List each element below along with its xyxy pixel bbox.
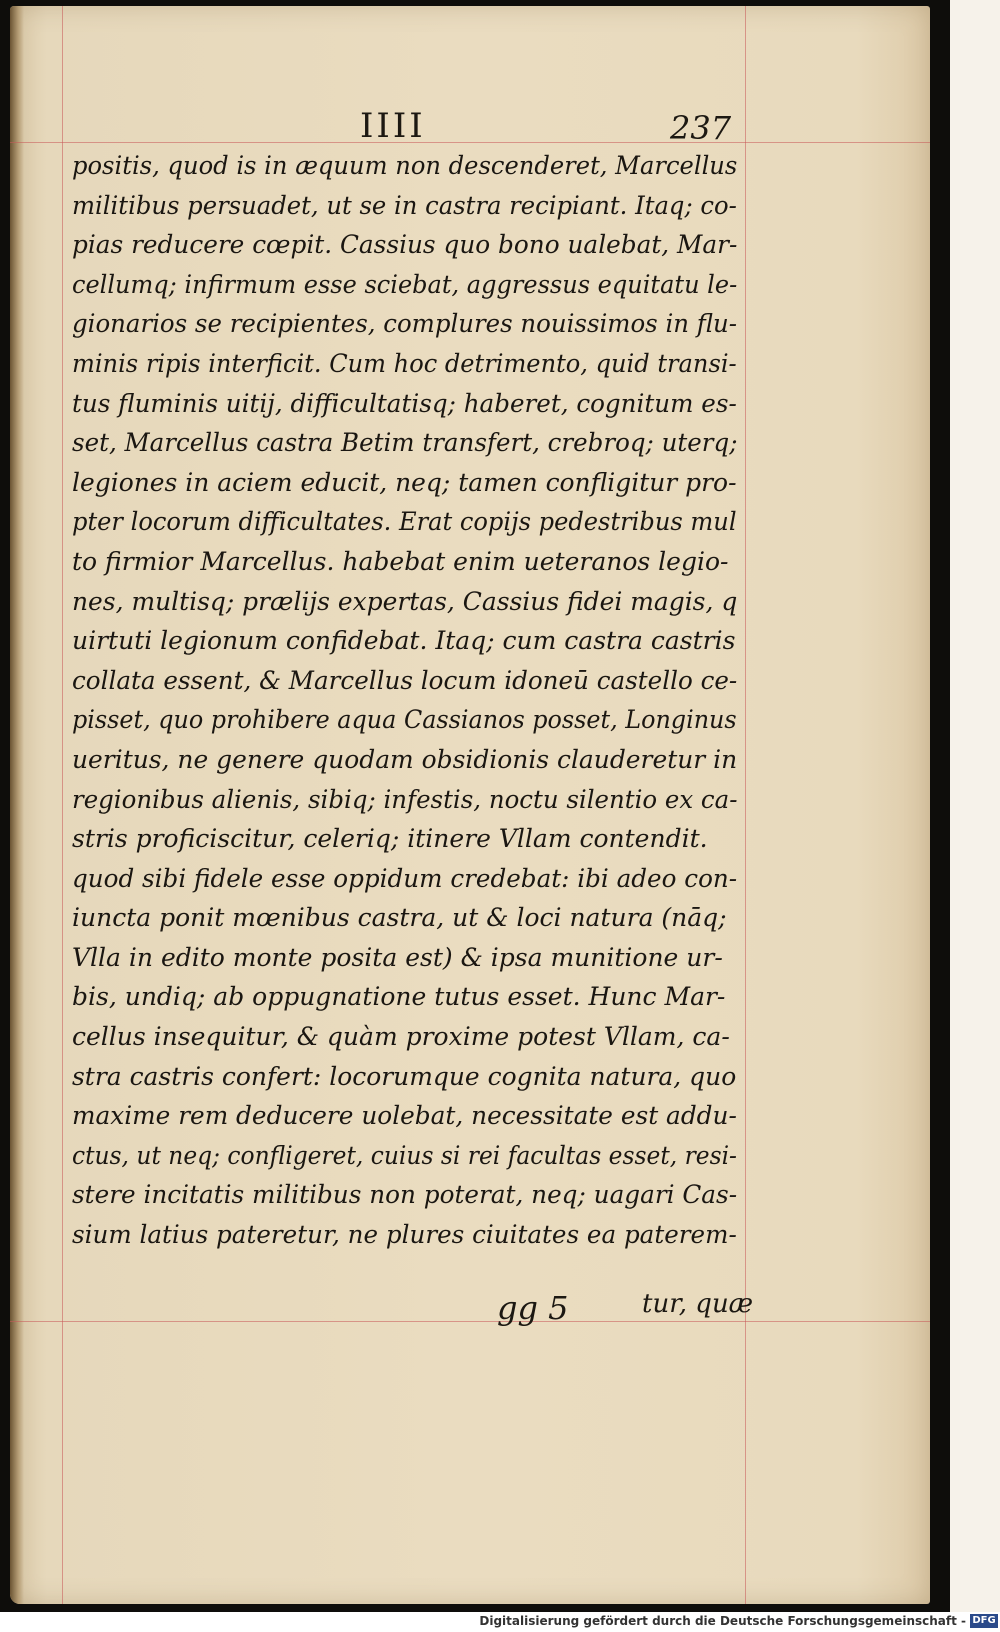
text-line: cellumq; infirmum esse sciebat, aggressus equitatu le- — [72, 269, 738, 299]
text-line: sium latius pateretur, ne plures ciuitates ea paterem- — [72, 1220, 737, 1250]
catchword: tur, quæ — [642, 1289, 754, 1319]
text-line: stra castris confert: locorumque cognita natura, quo — [72, 1061, 737, 1091]
text-line: tus fluminis uitij, difficultatisq; haberet, cognitum es- — [72, 388, 737, 418]
running-header: IIII — [360, 106, 426, 146]
dfg-logo: DFG — [970, 1614, 998, 1628]
text-line: quod sibi fidele esse oppidum credebat: ibi adeo con- — [72, 863, 738, 893]
text-line: maxime rem deducere uolebat, necessitate est addu- — [72, 1101, 737, 1131]
margin-rule-bottom — [10, 1321, 930, 1322]
text-line: stris proficiscitur, celeriq; itinere Vllam contendit. — [72, 824, 708, 854]
text-line: stere incitatis militibus non poterat, neq; uagari Cas- — [72, 1180, 738, 1210]
text-line: bis, undiq; ab oppugnatione tutus esset. Hunc Mar- — [72, 982, 726, 1012]
text-line: pias reducere cœpit. Cassius quo bono ualebat, Mar- — [72, 230, 738, 260]
text-line: ueritus, ne genere quodam obsidionis clauderetur in — [72, 744, 738, 774]
text-line: gionarios se recipientes, complures nouissimos in flu- — [72, 309, 738, 339]
text-line: cellus insequitur, & quàm proxime potest Vllam, ca- — [72, 1022, 730, 1052]
page-number: 237 — [670, 109, 732, 147]
text-line: set, Marcellus castra Betim transfert, crebroq; uterq; — [72, 428, 738, 458]
margin-rule-left — [62, 6, 63, 1604]
text-line: nes, multisq; prælijs expertas, Cassius fidei magis, q — [72, 586, 738, 616]
body-text — [72, 146, 742, 1255]
text-line: legiones in aciem educit, neq; tamen confligitur pro- — [72, 467, 737, 497]
page-gutter-edge — [10, 6, 24, 1604]
text-line: uirtuti legionum confidebat. Itaq; cum castra castris — [72, 626, 736, 656]
margin-rule-right — [745, 6, 746, 1604]
text-line: ctus, ut neq; confligeret, cuius si rei facultas esset, resi- — [72, 1140, 737, 1170]
text-line: pter locorum difficultates. Erat copijs pedestribus mul — [72, 507, 737, 537]
text-line: regionibus alienis, sibiq; infestis, noctu silentio ex ca- — [72, 784, 738, 814]
digitization-footer — [0, 1612, 1000, 1632]
book-page — [10, 6, 930, 1604]
text-line: positis, quod is in æquum non descenderet, Marcellus — [72, 151, 738, 180]
footer-credit: Digitalisierung gefördert durch die Deutsche Forschungsgemeinschaft - — [479, 1614, 966, 1628]
text-line: minis ripis interficit. Cum hoc detrimento, quid transi- — [72, 348, 737, 378]
text-line: iuncta ponit mœnibus castra, ut & loci natura (nāq; — [72, 903, 727, 933]
text-line: pisset, quo prohibere aqua Cassianos posset, Longinus — [72, 705, 737, 735]
text-line: collata essent, & Marcellus locum idoneū castello ce- — [72, 665, 738, 695]
margin-rule-top — [10, 142, 930, 143]
text-line: Vlla in edito monte posita est) & ipsa munitione ur- — [72, 942, 723, 972]
signature-mark: gg 5 — [497, 1289, 569, 1327]
text-line: to firmior Marcellus. habebat enim ueteranos legio- — [72, 546, 729, 576]
text-line: militibus persuadet, ut se in castra recipiant. Itaq; co- — [72, 190, 737, 220]
